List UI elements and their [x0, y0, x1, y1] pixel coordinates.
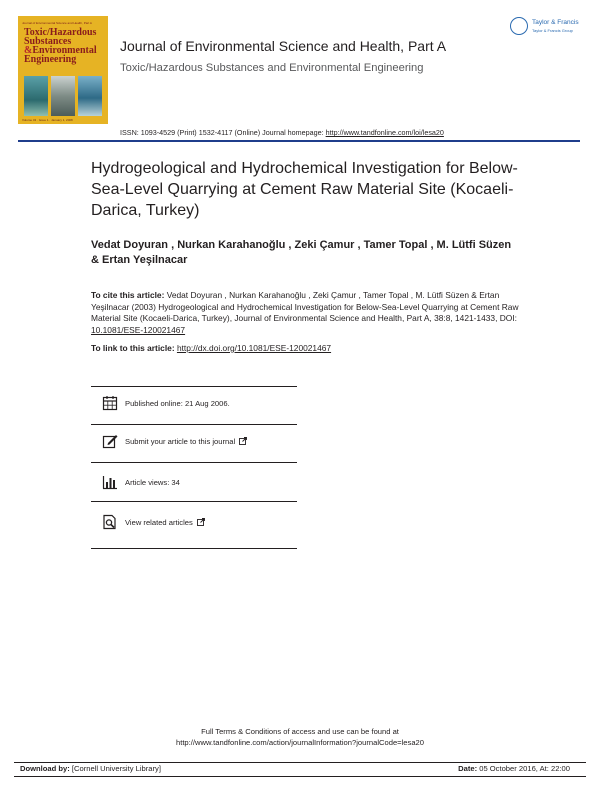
divider [91, 462, 297, 463]
related-articles-link[interactable]: View related articles [125, 518, 205, 527]
cover-top-line: Journal of Environmental Science and Health, Part A [22, 21, 92, 25]
submit-article-link[interactable]: Submit your article to this journal [125, 437, 247, 446]
citation: To cite this article: Vedat Doyuran , Nurkan Karahanoğlu , Zeki Çamur , Tamer Topal , M. Lütfi Süzen & Ertan Yeşilnacar (2003) Hydrogeological and Hydrochemical Investigation for Below-Sea-Level Quarrying at Cement Raw Material Site (Kocaeli-Darica, Turkey), Journal of Environmental Science and Health, Part A, 38:8, 1421-1433, DOI: 10.1081/ESE-120021467 [91, 290, 519, 335]
header-divider [18, 140, 580, 142]
journal-cover-image [18, 16, 108, 124]
article-doi-url[interactable]: http://dx.doi.org/10.1081/ESE-120021467 [176, 343, 332, 353]
document-search-icon [102, 514, 118, 530]
doi-link[interactable]: 10.1081/ESE-120021467 [91, 324, 186, 335]
divider [91, 424, 297, 425]
publisher-logo-name: Taylor & Francis [532, 19, 579, 26]
journal-title: Journal of Environmental Science and Health, Part A [120, 38, 447, 54]
divider [91, 501, 297, 502]
publisher-logo[interactable] [510, 16, 586, 42]
publisher-logo-group: Taylor & Francis Group [532, 28, 573, 33]
journal-homepage-link[interactable]: http://www.tandfonline.com/loi/lesa20 [325, 128, 444, 137]
link-label: To link to this article: [91, 343, 177, 353]
edit-icon [102, 433, 118, 449]
divider [91, 548, 297, 549]
issn-line: ISSN: 1093-4529 (Print) 1532-4117 (Online) Journal homepage: http://www.tandfonline.com/loi/lesa20 [120, 128, 444, 137]
download-date: Date: 05 October 2016, At: 22:00 [458, 764, 570, 773]
calendar-icon [102, 395, 118, 411]
publisher-logo-icon [510, 17, 528, 35]
external-link-icon [197, 518, 205, 526]
cite-label: To cite this article: [91, 290, 165, 300]
bar-chart-icon [102, 474, 118, 490]
cover-photo [78, 76, 102, 116]
cover-photo [24, 76, 48, 116]
download-bar [14, 762, 586, 777]
article-views-row [91, 474, 297, 494]
external-link-icon [239, 437, 247, 445]
published-online-row [91, 395, 297, 415]
cover-photo [51, 76, 75, 116]
terms-notice: Full Terms & Conditions of access and use can be found at http://www.tandfonline.com/action/journalInformation?journalCode=lesa20 [0, 726, 600, 748]
cover-bottom-line: Volume 43 · Issue 1 · January 1, 2008 [22, 118, 73, 122]
cover-photos [24, 76, 102, 116]
related-articles-row[interactable] [91, 514, 297, 534]
article-link-line [91, 343, 331, 353]
cover-title: Toxic/Hazardous Substances &Environmental Engineering [24, 27, 97, 65]
terms-url[interactable]: http://www.tandfonline.com/action/journalInformation?journalCode=lesa20 [175, 738, 424, 747]
journal-subtitle: Toxic/Hazardous Substances and Environmental Engineering [120, 62, 424, 74]
article-authors: Vedat Doyuran , Nurkan Karahanoğlu , Zeki Çamur , Tamer Topal , M. Lütfi Süzen & Ertan Yeşilnacar [91, 239, 512, 266]
downloaded-by: Download by: [Cornell University Library] [20, 764, 161, 773]
article-title: Hydrogeological and Hydrochemical Investigation for Below-Sea-Level Quarrying at Cement Raw Material Site (Kocaeli-Darica, Turkey) [91, 160, 518, 219]
divider [91, 386, 297, 387]
published-online-text: Published online: 21 Aug 2006. [125, 399, 230, 408]
article-views-text: Article views: 34 [125, 478, 180, 487]
submit-article-row[interactable] [91, 433, 297, 453]
